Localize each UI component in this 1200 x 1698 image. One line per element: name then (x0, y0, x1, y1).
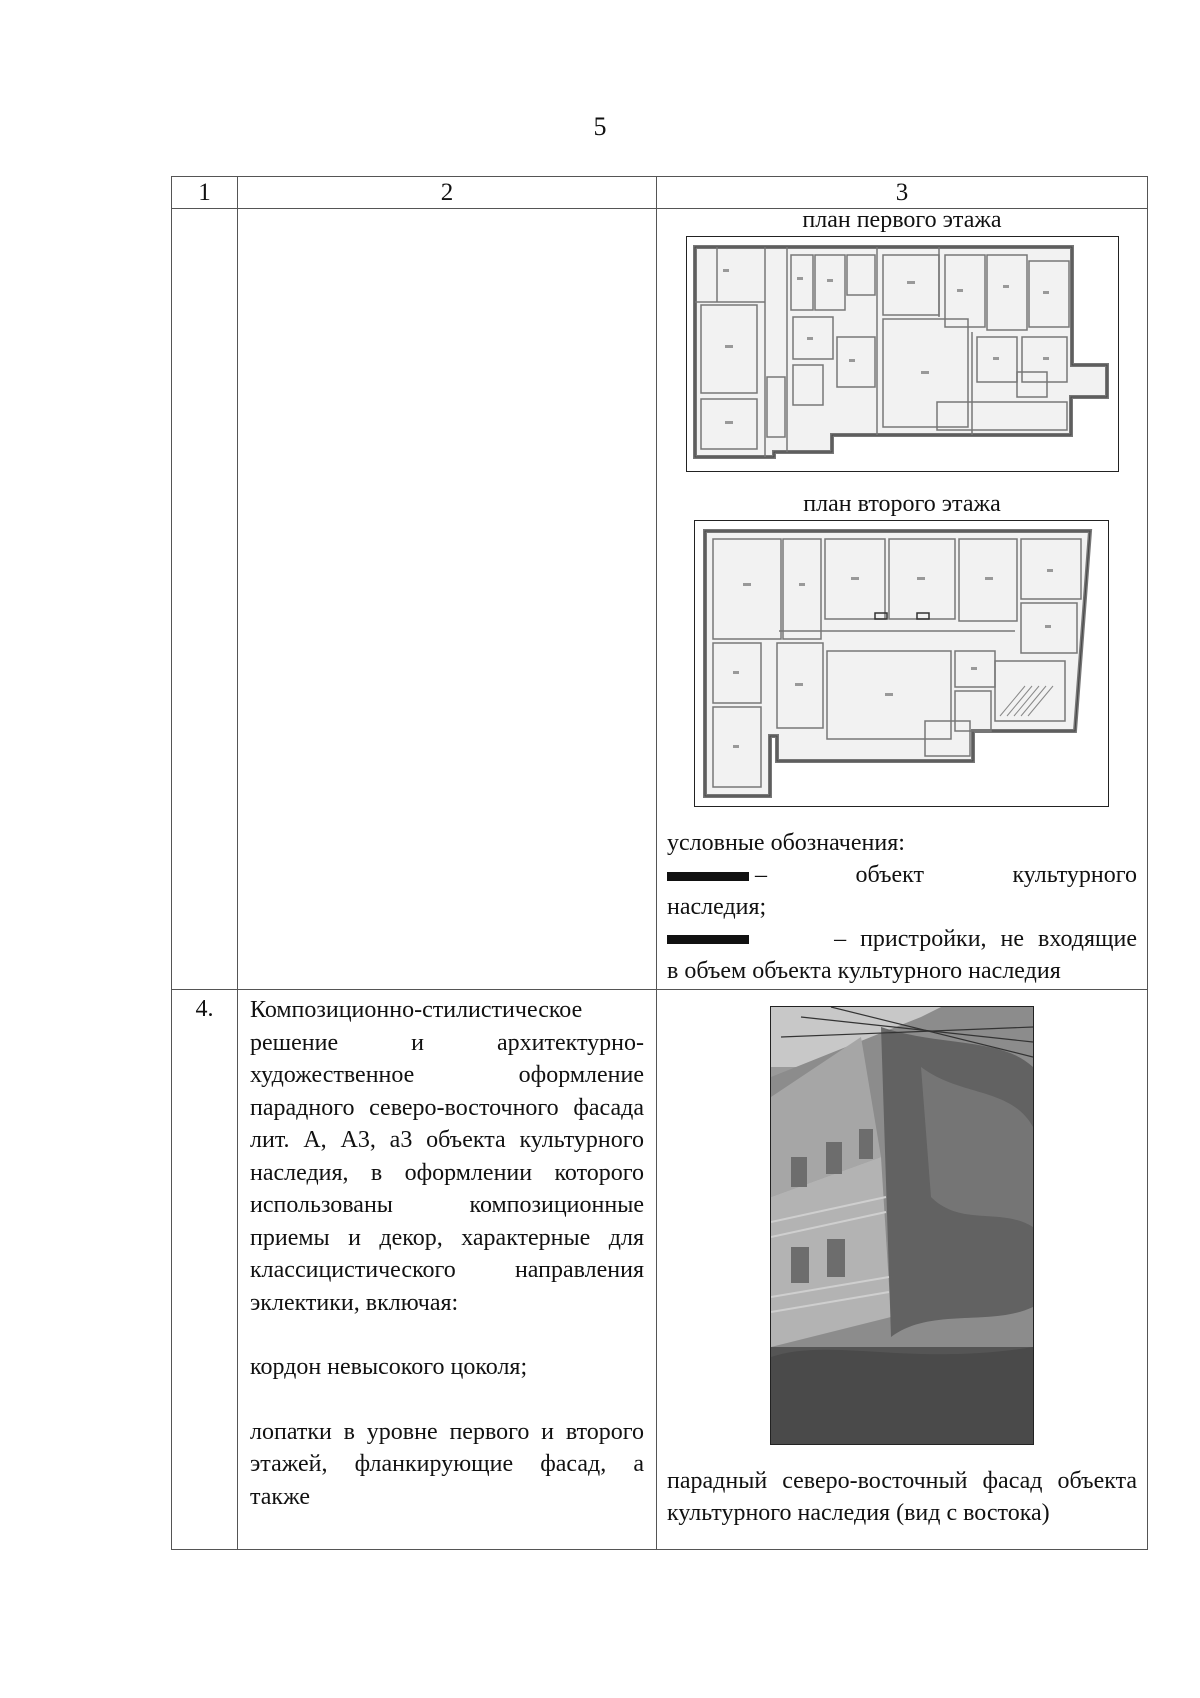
heritage-object-swatch (667, 872, 749, 881)
header-col-1: 1 (172, 177, 238, 209)
photo-caption: парадный северо-восточный фасад объекта культурного наследия (вид с востока) (667, 1468, 1137, 1526)
row-4-description-cell (238, 990, 657, 1550)
legend-item-extensions (667, 923, 1137, 955)
legend-item-heritage-cont: наследия; (667, 894, 767, 920)
legend-title: условные обозначения: (667, 830, 905, 856)
row-4-item-pilasters: лопатки в уровне первого и второго этажей, фланкирующие фасад, а также (250, 1418, 644, 1510)
row-4-photo-cell (657, 990, 1148, 1550)
row-plans-image-cell (657, 209, 1148, 990)
row-4-number: 4. (172, 990, 238, 1550)
table-row-4 (172, 990, 1148, 1550)
heritage-table (171, 176, 1148, 1550)
legend-extensions-text-2: в объем объекта культурного наследия (667, 958, 1061, 984)
legend-word-cultural: культурного (1012, 862, 1137, 888)
header-col-3: 3 (657, 177, 1148, 209)
legend-word-object: объект (855, 862, 924, 888)
legend-item-heritage (667, 859, 1137, 891)
legend (657, 827, 1147, 989)
row-4-description: Композиционно-стилистическое решение и архитектурно-художественное оформление парадного северо-восточного фасада лит. А, А3, а3 объекта культурного наследия, в оформлении которого использованы композиционные приемы и декор, характерные для классицистического направления эклектики, включая: (250, 997, 644, 1316)
row-4-item-cordon: кордон невысокого цоколя; (250, 1354, 528, 1380)
header-col-2: 2 (238, 177, 657, 209)
legend-extensions-text: – пристройки, не входящие (834, 926, 1137, 952)
extensions-swatch (667, 935, 749, 944)
legend-dash: – (755, 862, 767, 888)
first-floor-plan-image (686, 236, 1119, 472)
facade-photo (770, 1006, 1034, 1445)
second-floor-plan-title: план второго этажа (803, 491, 1001, 517)
table-row-plans (172, 209, 1148, 990)
row-plans-description-cell (238, 209, 657, 990)
second-floor-plan-image (694, 520, 1109, 807)
first-floor-plan-title: план первого этажа (802, 207, 1002, 233)
row-plans-number-cell (172, 209, 238, 990)
page-number: 5 (593, 112, 607, 141)
table-header-row (172, 177, 1148, 209)
